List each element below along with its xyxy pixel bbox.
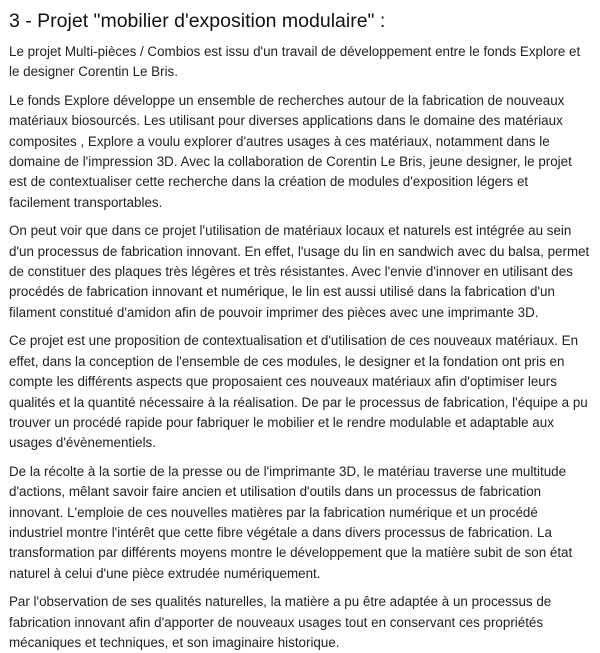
paragraph-explore-fund: Le fonds Explore développe un ensemble de recherches autour de la fabrication de nouveaux matériaux biosourcés. Les utilisant pour diverses applications dans le domaine des matériaux composites , Explore a voulu explorer d'autres usages à ces matériaux, notamment dans le domaine de l'impression 3D. Avec la collaboration de Corentin Le Bris, jeune designer, le projet est de contextualiser cette recherche dans la création de modules d'exposition légers et facilement transportables.: [9, 92, 572, 210]
paragraph-harvest-to-print: De la récolte à la sortie de la presse ou de l'imprimante 3D, le matériau traverse une multitude d'actions, mêlant savoir faire ancien et utilisation d'outils dans un processus de fabrication innovant. L'emploie de ces nouvelles matières par la fabrication numérique et un procédé industriel montre l'intérêt que cette fibre végétale a dans divers processus de fabrication. La transformation par différents moyens montre le développement que la matière subit de son état naturel à celui d'une pièce extrudée numériquement.: [9, 463, 573, 581]
paragraph-intro: Le projet Multi-pièces / Combios est issu d'un travail de développement entre le fonds Explore et le designer Corentin Le Bris.: [9, 44, 581, 80]
paragraph-contextualisation: Ce projet est une proposition de contextualisation et d'utilisation de ces nouveaux matériaux. En effet, dans la conception de l'ensemble de ces modules, le designer et la fondation ont pris en compte les différents aspects que proposaient ces nouveaux matériaux afin d'optimiser leurs qualités et la quantité nécessaire à la réalisation. De par le processus de fabrication, l'équipe a pu trouver un procédé rapide pour fabriquer le mobilier et le rendre modulable et adaptable aux usages d'évènementiels.: [9, 333, 588, 451]
section-heading: 3 - Projet "mobilier d'exposition modulaire" :: [9, 10, 386, 32]
paragraph-local-materials: On peut voir que dans ce projet l'utilisation de matériaux locaux et naturels est intégrée au sein d'un processus de fabrication innovant. En effet, l'usage du lin en sandwich avec du balsa, permet de constituer des plaques très légères et très résistantes. Avec l'envie d'innover en utilisant des procédés de fabrication innovant et numérique, le lin est aussi utilisé dans la fabrication d'un filament constitué d'amidon afin de pouvoir imprimer des pièces avec une imprimante 3D.: [9, 223, 590, 320]
paragraph-natural-qualities: Par l'observation de ses qualités naturelles, la matière a pu être adaptée à un processus de fabrication innovant afin d'apporter de nouveaux usages tout en conservant ces propriétés mécaniques et techniques, et son imaginaire historique.: [9, 594, 552, 650]
